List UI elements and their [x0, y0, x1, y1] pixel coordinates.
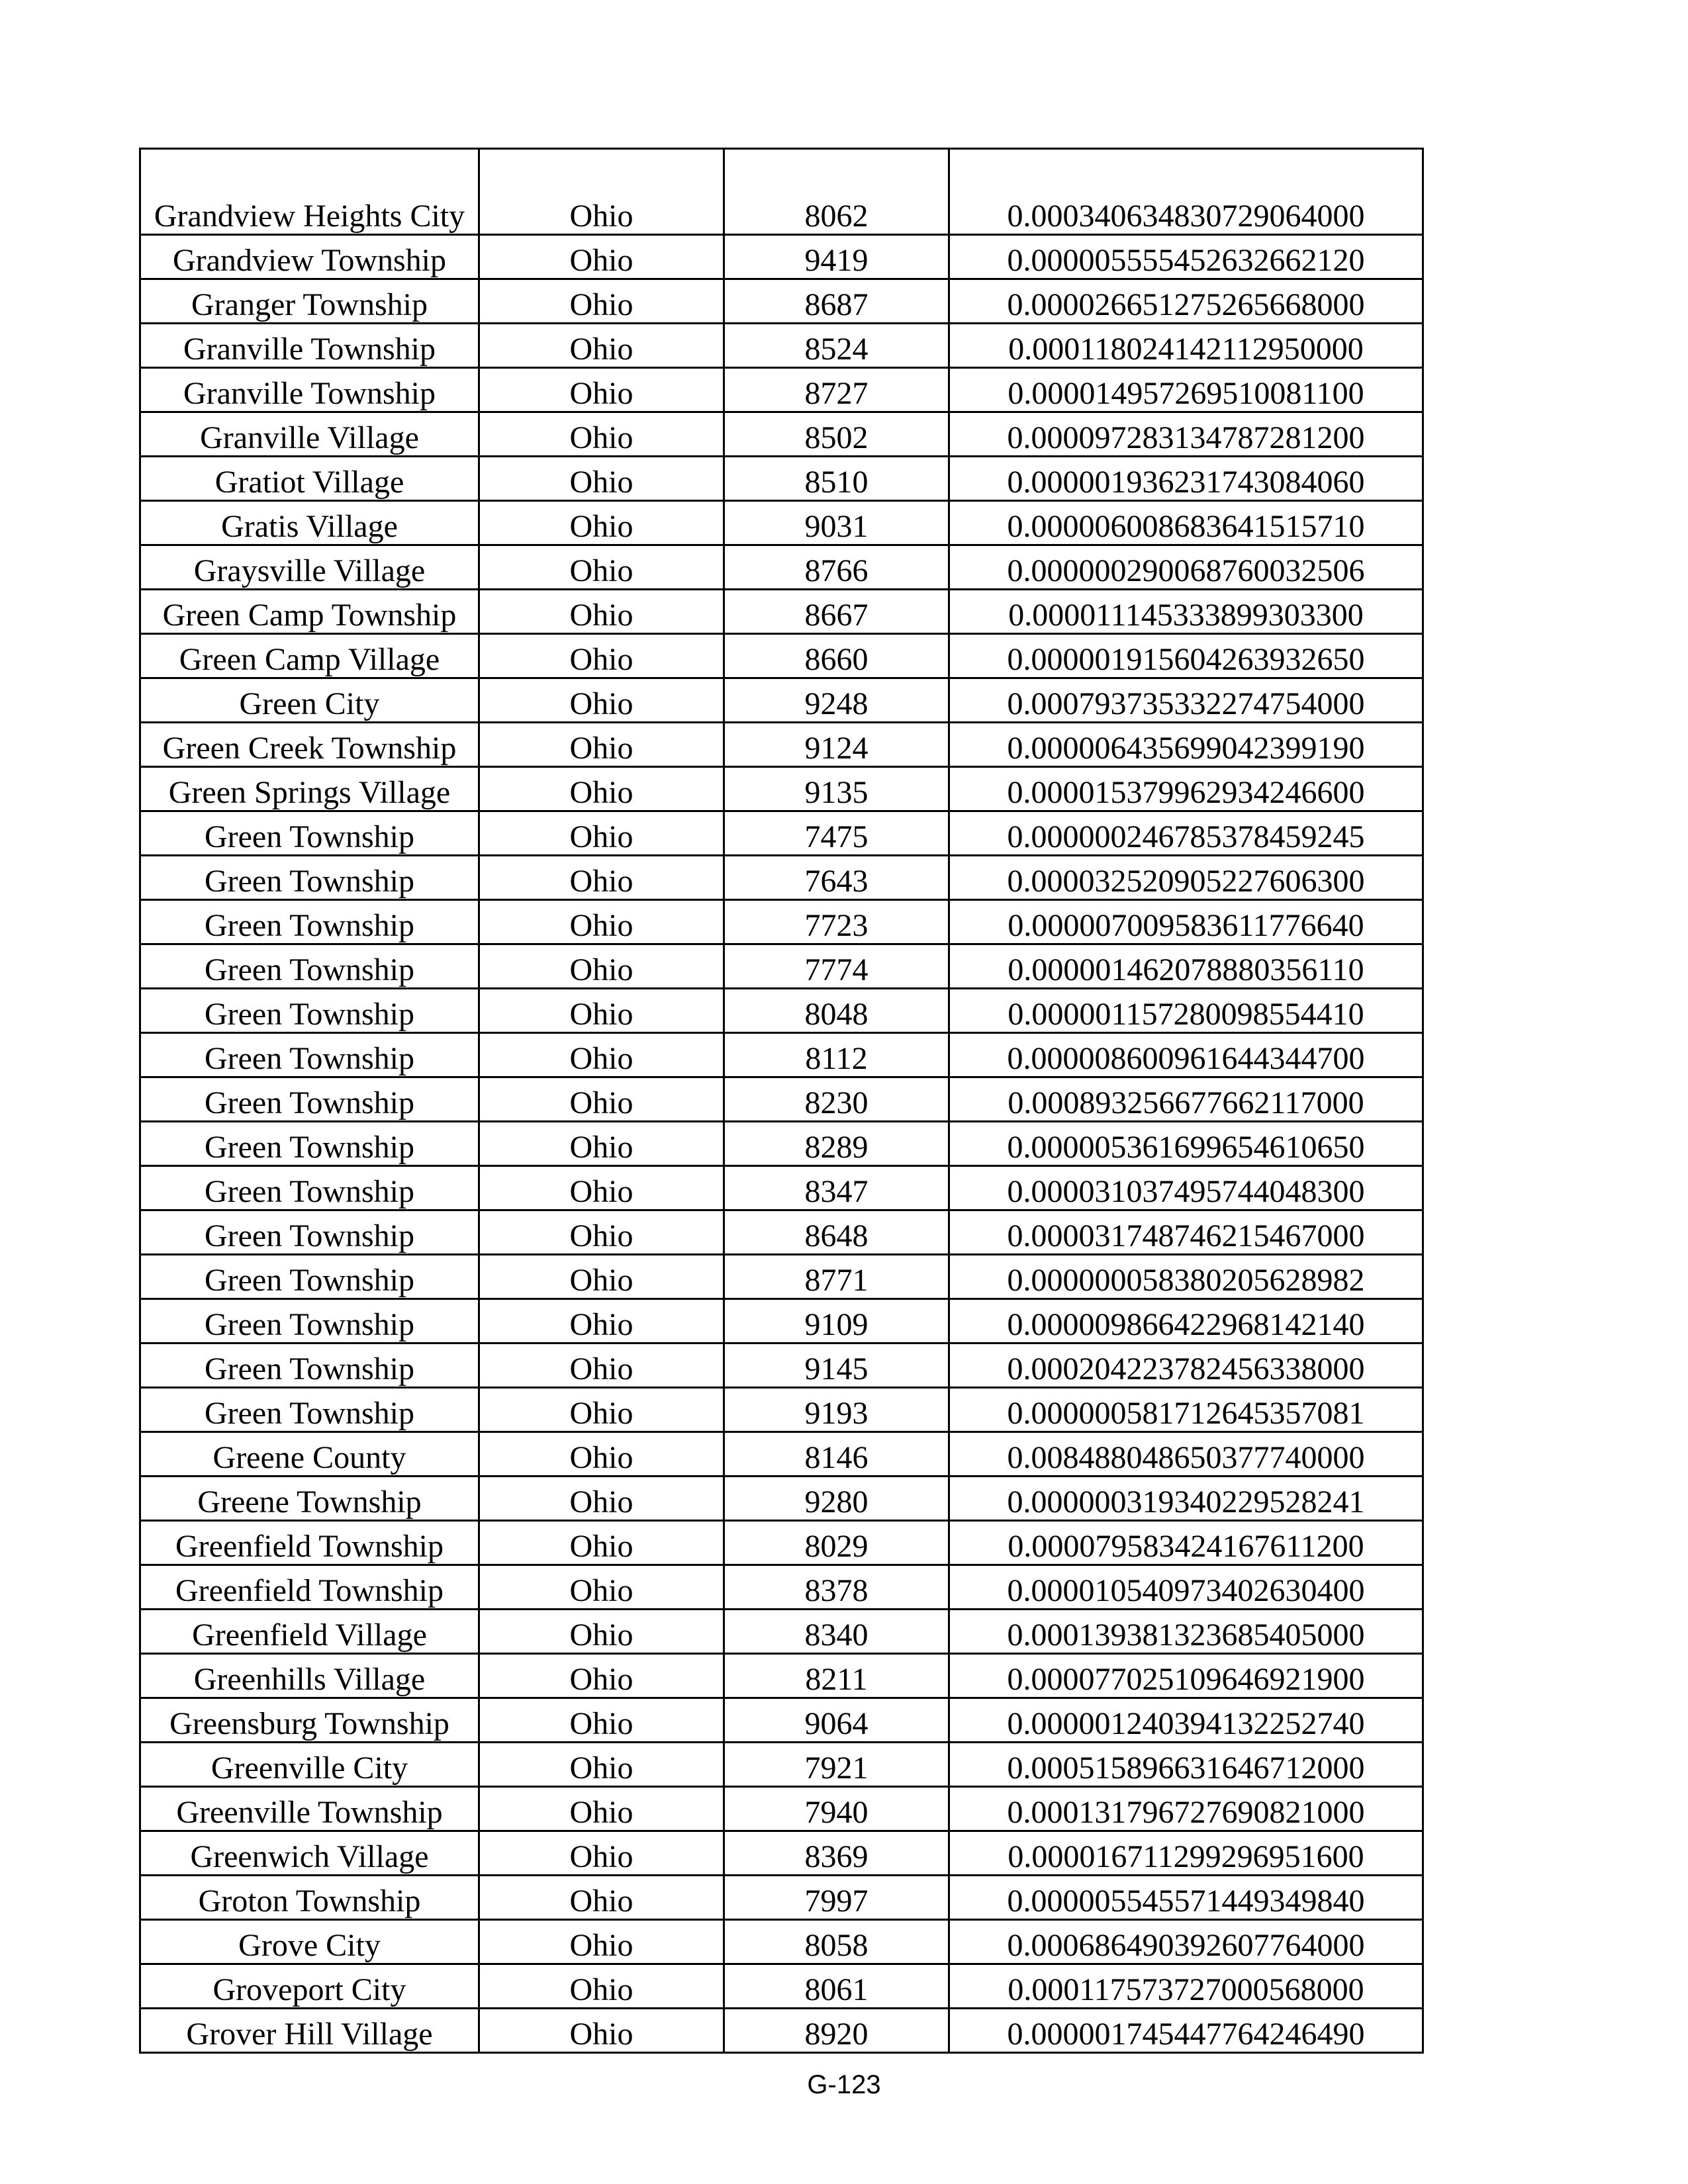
table-row: [140, 590, 1423, 634]
allocation-value-cell: 0.000515896631646712000: [949, 1743, 1423, 1787]
table-row: [140, 634, 1423, 678]
code-cell: 9419: [724, 235, 949, 279]
state-cell: Ohio: [479, 1166, 724, 1210]
code-cell: 7774: [724, 944, 949, 989]
code-cell: 8347: [724, 1166, 949, 1210]
jurisdiction-name-cell: Green Township: [140, 944, 479, 989]
jurisdiction-name-cell: Green Springs Village: [140, 767, 479, 811]
page-number: G-123: [807, 2070, 881, 2099]
state-cell: Ohio: [479, 590, 724, 634]
state-cell: Ohio: [479, 634, 724, 678]
table-row: [140, 1255, 1423, 1299]
jurisdiction-name-cell: Grove City: [140, 1920, 479, 1964]
code-cell: 9135: [724, 767, 949, 811]
allocation-value-cell: 0.000031037495744048300: [949, 1166, 1423, 1210]
allocation-value-cell: 0.000009866422968142140: [949, 1299, 1423, 1343]
allocation-value-cell: 0.008488048650377740000: [949, 1432, 1423, 1477]
state-cell: Ohio: [479, 1477, 724, 1521]
code-cell: 7997: [724, 1876, 949, 1920]
allocation-value-cell: 0.000340634830729064000: [949, 149, 1423, 235]
state-cell: Ohio: [479, 723, 724, 767]
code-cell: 8524: [724, 324, 949, 368]
table-row: [140, 1787, 1423, 1831]
state-cell: Ohio: [479, 1920, 724, 1964]
data-table: [139, 148, 1424, 2054]
code-cell: 8771: [724, 1255, 949, 1299]
jurisdiction-name-cell: Groveport City: [140, 1964, 479, 2009]
table-row: [140, 501, 1423, 545]
table-row: [140, 678, 1423, 723]
jurisdiction-name-cell: Greenwich Village: [140, 1831, 479, 1876]
code-cell: 9248: [724, 678, 949, 723]
allocation-value-cell: 0.000001240394132252740: [949, 1698, 1423, 1743]
state-cell: Ohio: [479, 811, 724, 856]
table-row: [140, 1964, 1423, 2009]
jurisdiction-name-cell: Green Township: [140, 811, 479, 856]
allocation-value-cell: 0.000000290068760032506: [949, 545, 1423, 590]
allocation-value-cell: 0.000793735332274754000: [949, 678, 1423, 723]
code-cell: 7940: [724, 1787, 949, 1831]
state-cell: Ohio: [479, 1964, 724, 2009]
allocation-value-cell: 0.000893256677662117000: [949, 1077, 1423, 1122]
code-cell: 8766: [724, 545, 949, 590]
code-cell: 8660: [724, 634, 949, 678]
state-cell: Ohio: [479, 1255, 724, 1299]
code-cell: 8667: [724, 590, 949, 634]
code-cell: 8502: [724, 412, 949, 457]
jurisdiction-name-cell: Greenville Township: [140, 1787, 479, 1831]
allocation-value-cell: 0.000010540973402630400: [949, 1565, 1423, 1610]
state-cell: Ohio: [479, 1831, 724, 1876]
jurisdiction-name-cell: Grandview Heights City: [140, 149, 479, 235]
jurisdiction-name-cell: Greene County: [140, 1432, 479, 1477]
table-row: [140, 723, 1423, 767]
state-cell: Ohio: [479, 1565, 724, 1610]
allocation-value-cell: 0.000007009583611776640: [949, 900, 1423, 944]
data-table-body: [140, 149, 1423, 2053]
code-cell: 8230: [724, 1077, 949, 1122]
allocation-value-cell: 0.000005545571449349840: [949, 1876, 1423, 1920]
allocation-value-cell: 0.000011145333899303300: [949, 590, 1423, 634]
jurisdiction-name-cell: Greenhills Village: [140, 1654, 479, 1698]
table-row: [140, 989, 1423, 1033]
state-cell: Ohio: [479, 1343, 724, 1388]
jurisdiction-name-cell: Green Township: [140, 1255, 479, 1299]
table-row: [140, 1299, 1423, 1343]
jurisdiction-name-cell: Green Township: [140, 900, 479, 944]
allocation-value-cell: 0.000139381323685405000: [949, 1610, 1423, 1654]
code-cell: 7921: [724, 1743, 949, 1787]
jurisdiction-name-cell: Green City: [140, 678, 479, 723]
jurisdiction-name-cell: Greenville City: [140, 1743, 479, 1787]
table-row: [140, 1565, 1423, 1610]
allocation-value-cell: 0.000001745447764246490: [949, 2009, 1423, 2053]
table-row: [140, 1743, 1423, 1787]
table-row: [140, 1521, 1423, 1565]
allocation-value-cell: 0.000097283134787281200: [949, 412, 1423, 457]
jurisdiction-name-cell: Green Creek Township: [140, 723, 479, 767]
table-row: [140, 545, 1423, 590]
state-cell: Ohio: [479, 1388, 724, 1432]
jurisdiction-name-cell: Green Township: [140, 1299, 479, 1343]
jurisdiction-name-cell: Grandview Township: [140, 235, 479, 279]
jurisdiction-name-cell: Granville Village: [140, 412, 479, 457]
allocation-value-cell: 0.000079583424167611200: [949, 1521, 1423, 1565]
allocation-value-cell: 0.000006435699042399190: [949, 723, 1423, 767]
jurisdiction-name-cell: Green Township: [140, 1210, 479, 1255]
state-cell: Ohio: [479, 1122, 724, 1166]
code-cell: 8146: [724, 1432, 949, 1477]
state-cell: Ohio: [479, 1077, 724, 1122]
table-row: [140, 235, 1423, 279]
jurisdiction-name-cell: Green Camp Village: [140, 634, 479, 678]
jurisdiction-name-cell: Green Township: [140, 1077, 479, 1122]
allocation-value-cell: 0.000001915604263932650: [949, 634, 1423, 678]
table-row: [140, 1432, 1423, 1477]
jurisdiction-name-cell: Granville Township: [140, 324, 479, 368]
jurisdiction-name-cell: Gratiot Village: [140, 457, 479, 501]
code-cell: 8112: [724, 1033, 949, 1077]
state-cell: Ohio: [479, 856, 724, 900]
table-row: [140, 279, 1423, 324]
table-row: [140, 944, 1423, 989]
allocation-value-cell: 0.000008600961644344700: [949, 1033, 1423, 1077]
state-cell: Ohio: [479, 545, 724, 590]
jurisdiction-name-cell: Green Township: [140, 1343, 479, 1388]
jurisdiction-name-cell: Green Township: [140, 1122, 479, 1166]
table-row: [140, 1166, 1423, 1210]
table-row: [140, 457, 1423, 501]
table-row: [140, 324, 1423, 368]
state-cell: Ohio: [479, 1033, 724, 1077]
state-cell: Ohio: [479, 678, 724, 723]
code-cell: 8727: [724, 368, 949, 412]
table-row: [140, 1610, 1423, 1654]
state-cell: Ohio: [479, 1210, 724, 1255]
state-cell: Ohio: [479, 944, 724, 989]
jurisdiction-name-cell: Greenfield Township: [140, 1521, 479, 1565]
allocation-value-cell: 0.000000581712645357081: [949, 1388, 1423, 1432]
state-cell: Ohio: [479, 457, 724, 501]
table-row: [140, 368, 1423, 412]
state-cell: Ohio: [479, 1787, 724, 1831]
allocation-value-cell: 0.000204223782456338000: [949, 1343, 1423, 1388]
code-cell: 9145: [724, 1343, 949, 1388]
allocation-value-cell: 0.000016711299296951600: [949, 1831, 1423, 1876]
code-cell: 8378: [724, 1565, 949, 1610]
allocation-value-cell: 0.000000058380205628982: [949, 1255, 1423, 1299]
state-cell: Ohio: [479, 235, 724, 279]
table-row: [140, 1831, 1423, 1876]
state-cell: Ohio: [479, 2009, 724, 2053]
state-cell: Ohio: [479, 1610, 724, 1654]
state-cell: Ohio: [479, 1743, 724, 1787]
jurisdiction-name-cell: Greene Township: [140, 1477, 479, 1521]
allocation-value-cell: 0.000005361699654610650: [949, 1122, 1423, 1166]
jurisdiction-name-cell: Groton Township: [140, 1876, 479, 1920]
jurisdiction-name-cell: Green Township: [140, 856, 479, 900]
table-row: [140, 856, 1423, 900]
table-row: [140, 1210, 1423, 1255]
code-cell: 8061: [724, 1964, 949, 2009]
state-cell: Ohio: [479, 368, 724, 412]
state-cell: Ohio: [479, 279, 724, 324]
jurisdiction-name-cell: Green Township: [140, 989, 479, 1033]
state-cell: Ohio: [479, 501, 724, 545]
code-cell: 8687: [724, 279, 949, 324]
allocation-value-cell: 0.000000319340229528241: [949, 1477, 1423, 1521]
allocation-value-cell: 0.000014957269510081100: [949, 368, 1423, 412]
state-cell: Ohio: [479, 1432, 724, 1477]
code-cell: 8510: [724, 457, 949, 501]
table-row: [140, 811, 1423, 856]
state-cell: Ohio: [479, 1521, 724, 1565]
table-row: [140, 1920, 1423, 1964]
code-cell: 8211: [724, 1654, 949, 1698]
code-cell: 9193: [724, 1388, 949, 1432]
jurisdiction-name-cell: Greenfield Village: [140, 1610, 479, 1654]
allocation-value-cell: 0.000000246785378459245: [949, 811, 1423, 856]
code-cell: 8648: [724, 1210, 949, 1255]
table-row: [140, 1698, 1423, 1743]
state-cell: Ohio: [479, 1876, 724, 1920]
code-cell: 8048: [724, 989, 949, 1033]
allocation-value-cell: 0.000001157280098554410: [949, 989, 1423, 1033]
code-cell: 7475: [724, 811, 949, 856]
table-row: [140, 1388, 1423, 1432]
allocation-value-cell: 0.000131796727690821000: [949, 1787, 1423, 1831]
table-row: [140, 2009, 1423, 2053]
state-cell: Ohio: [479, 324, 724, 368]
code-cell: 8289: [724, 1122, 949, 1166]
table-row: [140, 1654, 1423, 1698]
jurisdiction-name-cell: Granger Township: [140, 279, 479, 324]
table-row: [140, 1343, 1423, 1388]
table-row: [140, 767, 1423, 811]
allocation-value-cell: 0.000118024142112950000: [949, 324, 1423, 368]
allocation-value-cell: 0.000005555452632662120: [949, 235, 1423, 279]
allocation-value-cell: 0.000006008683641515710: [949, 501, 1423, 545]
allocation-value-cell: 0.000077025109646921900: [949, 1654, 1423, 1698]
code-cell: 8029: [724, 1521, 949, 1565]
code-cell: 8058: [724, 1920, 949, 1964]
jurisdiction-name-cell: Greenfield Township: [140, 1565, 479, 1610]
allocation-value-cell: 0.000686490392607764000: [949, 1920, 1423, 1964]
state-cell: Ohio: [479, 767, 724, 811]
state-cell: Ohio: [479, 989, 724, 1033]
state-cell: Ohio: [479, 412, 724, 457]
code-cell: 9064: [724, 1698, 949, 1743]
table-row: [140, 412, 1423, 457]
allocation-value-cell: 0.000117573727000568000: [949, 1964, 1423, 2009]
code-cell: 9124: [724, 723, 949, 767]
code-cell: 8340: [724, 1610, 949, 1654]
code-cell: 9280: [724, 1477, 949, 1521]
state-cell: Ohio: [479, 1698, 724, 1743]
allocation-value-cell: 0.000015379962934246600: [949, 767, 1423, 811]
jurisdiction-name-cell: Gratis Village: [140, 501, 479, 545]
table-row: [140, 1033, 1423, 1077]
allocation-value-cell: 0.000001936231743084060: [949, 457, 1423, 501]
jurisdiction-name-cell: Graysville Village: [140, 545, 479, 590]
code-cell: 9109: [724, 1299, 949, 1343]
table-row: [140, 900, 1423, 944]
jurisdiction-name-cell: Green Township: [140, 1388, 479, 1432]
state-cell: Ohio: [479, 900, 724, 944]
jurisdiction-name-cell: Granville Township: [140, 368, 479, 412]
jurisdiction-name-cell: Green Township: [140, 1033, 479, 1077]
code-cell: 7723: [724, 900, 949, 944]
allocation-value-cell: 0.000001462078880356110: [949, 944, 1423, 989]
code-cell: 8062: [724, 149, 949, 235]
code-cell: 8369: [724, 1831, 949, 1876]
code-cell: 9031: [724, 501, 949, 545]
table-row: [140, 149, 1423, 235]
table-row: [140, 1876, 1423, 1920]
code-cell: 7643: [724, 856, 949, 900]
code-cell: 8920: [724, 2009, 949, 2053]
table-row: [140, 1122, 1423, 1166]
allocation-value-cell: 0.000031748746215467000: [949, 1210, 1423, 1255]
state-cell: Ohio: [479, 1654, 724, 1698]
jurisdiction-name-cell: Green Township: [140, 1166, 479, 1210]
allocation-value-cell: 0.000026651275265668000: [949, 279, 1423, 324]
state-cell: Ohio: [479, 1299, 724, 1343]
state-cell: Ohio: [479, 149, 724, 235]
table-row: [140, 1477, 1423, 1521]
jurisdiction-name-cell: Green Camp Township: [140, 590, 479, 634]
jurisdiction-name-cell: Grover Hill Village: [140, 2009, 479, 2053]
table-row: [140, 1077, 1423, 1122]
allocation-value-cell: 0.000032520905227606300: [949, 856, 1423, 900]
jurisdiction-name-cell: Greensburg Township: [140, 1698, 479, 1743]
